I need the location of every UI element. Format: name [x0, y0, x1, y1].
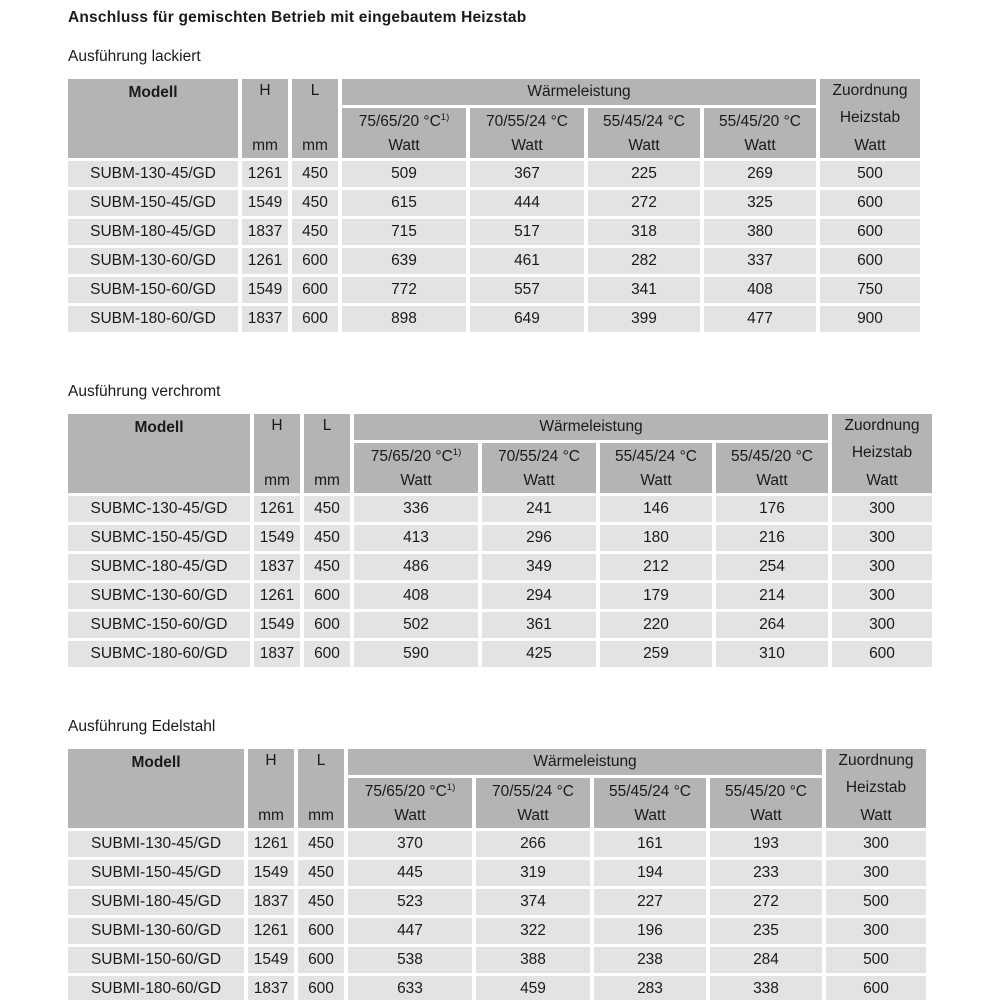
watt-cell: 557 — [470, 277, 588, 306]
watt-cell: 284 — [710, 947, 826, 976]
l-cell: 450 — [298, 860, 348, 889]
watt-cell: 370 — [348, 831, 476, 860]
watt-cell: 194 — [594, 860, 710, 889]
watt-cell: 639 — [342, 248, 470, 277]
col-header-l: L mm — [304, 414, 354, 496]
col-header-l: L mm — [298, 749, 348, 831]
watt-cell: 238 — [594, 947, 710, 976]
watt-cell: 477 — [704, 306, 820, 335]
h-cell: 1549 — [248, 860, 298, 889]
heizstab-cell: 500 — [826, 947, 930, 976]
watt-cell: 502 — [354, 612, 482, 641]
modell-cell: SUBM-180-60/GD — [68, 306, 242, 335]
modell-cell: SUBM-150-60/GD — [68, 277, 242, 306]
watt-cell: 341 — [588, 277, 704, 306]
table-row — [68, 976, 930, 1000]
col-header-55-45-24: 55/45/24 °C Watt — [594, 778, 710, 831]
watt-cell: 413 — [354, 525, 482, 554]
heizstab-cell: 600 — [832, 641, 936, 670]
h-cell: 1261 — [242, 248, 292, 277]
watt-cell: 225 — [588, 161, 704, 190]
heizstab-cell: 300 — [826, 860, 930, 889]
section-spacer — [68, 670, 1000, 718]
col-header-zuordnung: Zuordnung Heizstab Watt — [820, 79, 924, 161]
l-cell: 450 — [292, 161, 342, 190]
table-row — [68, 190, 924, 219]
l-cell: 600 — [292, 248, 342, 277]
col-header-75-65-20: 75/65/20 $^\circ C^{1)}$ Watt — [348, 778, 476, 831]
l-cell: 450 — [292, 219, 342, 248]
heizstab-cell: 300 — [832, 554, 936, 583]
watt-cell: 349 — [482, 554, 600, 583]
table-row — [68, 889, 930, 918]
table-row — [68, 161, 924, 190]
watt-cell: 294 — [482, 583, 600, 612]
heizstab-cell: 600 — [820, 219, 924, 248]
col-header-75-65-20: 75/65/20 $^\circ C^{1)}$ Watt — [354, 443, 482, 496]
heizstab-cell: 500 — [826, 889, 930, 918]
modell-cell: SUBM-130-60/GD — [68, 248, 242, 277]
watt-cell: 408 — [354, 583, 482, 612]
col-header-modell: Modell — [68, 414, 254, 496]
heizstab-cell: 500 — [820, 161, 924, 190]
watt-cell: 715 — [342, 219, 470, 248]
watt-cell: 282 — [588, 248, 704, 277]
table-row — [68, 918, 930, 947]
modell-cell: SUBMI-180-45/GD — [68, 889, 248, 918]
modell-cell: SUBMI-130-45/GD — [68, 831, 248, 860]
page-title: Anschluss für gemischten Betrieb mit eingebautem Heizstab — [68, 9, 527, 26]
section-edelstahl — [68, 718, 1000, 1000]
watt-cell: 388 — [476, 947, 594, 976]
col-header-75-65-20: 75/65/20 $^\circ C^{1)}$ Watt — [342, 108, 470, 161]
col-header-h: H mm — [248, 749, 298, 831]
col-header-l: L mm — [292, 79, 342, 161]
h-cell: 1837 — [248, 889, 298, 918]
modell-cell: SUBM-130-45/GD — [68, 161, 242, 190]
watt-cell: 336 — [354, 496, 482, 525]
heizstab-cell: 750 — [820, 277, 924, 306]
l-cell: 600 — [298, 918, 348, 947]
watt-cell: 296 — [482, 525, 600, 554]
table-row — [68, 277, 924, 306]
modell-cell: SUBMC-180-60/GD — [68, 641, 254, 670]
h-cell: 1261 — [248, 831, 298, 860]
header-row-top — [68, 414, 936, 443]
l-cell: 600 — [298, 976, 348, 1000]
table-row — [68, 219, 924, 248]
h-cell: 1837 — [248, 976, 298, 1000]
modell-cell: SUBMC-180-45/GD — [68, 554, 254, 583]
col-header-55-45-24: 55/45/24 °C Watt — [600, 443, 716, 496]
h-cell: 1549 — [242, 190, 292, 219]
watt-cell: 254 — [716, 554, 832, 583]
watt-cell: 272 — [710, 889, 826, 918]
h-cell: 1549 — [242, 277, 292, 306]
watt-cell: 176 — [716, 496, 832, 525]
l-cell: 600 — [304, 641, 354, 670]
heizstab-cell: 900 — [820, 306, 924, 335]
table-edelstahl — [68, 749, 930, 1000]
watt-cell: 461 — [470, 248, 588, 277]
table-row — [68, 831, 930, 860]
watt-cell: 283 — [594, 976, 710, 1000]
h-cell: 1549 — [254, 525, 304, 554]
watt-cell: 161 — [594, 831, 710, 860]
heizstab-cell: 600 — [820, 190, 924, 219]
watt-cell: 259 — [600, 641, 716, 670]
modell-cell: SUBMC-150-60/GD — [68, 612, 254, 641]
heizstab-cell: 600 — [820, 248, 924, 277]
watt-cell: 338 — [710, 976, 826, 1000]
watt-cell: 425 — [482, 641, 600, 670]
watt-cell: 319 — [476, 860, 594, 889]
h-cell: 1837 — [254, 554, 304, 583]
watt-cell: 517 — [470, 219, 588, 248]
section-label-edelstahl: Ausführung Edelstahl — [68, 718, 216, 735]
watt-cell: 615 — [342, 190, 470, 219]
heizstab-cell: 300 — [832, 496, 936, 525]
watt-cell: 649 — [470, 306, 588, 335]
table-row — [68, 947, 930, 976]
heizstab-cell: 300 — [832, 612, 936, 641]
l-cell: 450 — [298, 889, 348, 918]
col-header-70-55-24: 70/55/24 °C Watt — [476, 778, 594, 831]
col-header-zuordnung: Zuordnung Heizstab Watt — [826, 749, 930, 831]
h-cell: 1837 — [254, 641, 304, 670]
col-header-70-55-24: 70/55/24 °C Watt — [470, 108, 588, 161]
col-header-h: H mm — [242, 79, 292, 161]
watt-cell: 212 — [600, 554, 716, 583]
watt-cell: 447 — [348, 918, 476, 947]
table-row — [68, 860, 930, 889]
watt-cell: 241 — [482, 496, 600, 525]
modell-cell: SUBMC-130-60/GD — [68, 583, 254, 612]
modell-cell: SUBMI-180-60/GD — [68, 976, 248, 1000]
watt-cell: 269 — [704, 161, 820, 190]
watt-cell: 220 — [600, 612, 716, 641]
watt-cell: 408 — [704, 277, 820, 306]
col-header-modell: Modell — [68, 749, 248, 831]
l-cell: 450 — [304, 554, 354, 583]
watt-cell: 486 — [354, 554, 482, 583]
heizstab-cell: 300 — [826, 918, 930, 947]
footnote-marker: 1) — [440, 111, 450, 123]
modell-cell: SUBMC-150-45/GD — [68, 525, 254, 554]
watt-cell: 399 — [588, 306, 704, 335]
watt-cell: 325 — [704, 190, 820, 219]
watt-cell: 318 — [588, 219, 704, 248]
modell-cell: SUBM-180-45/GD — [68, 219, 242, 248]
section-label-lackiert: Ausführung lackiert — [68, 48, 201, 65]
watt-cell: 509 — [342, 161, 470, 190]
watt-cell: 772 — [342, 277, 470, 306]
table-row — [68, 641, 936, 670]
l-cell: 450 — [298, 831, 348, 860]
col-header-55-45-20: 55/45/20 °C Watt — [704, 108, 820, 161]
col-group-waermeleistung: Wärmeleistung — [354, 414, 832, 443]
watt-cell: 445 — [348, 860, 476, 889]
table-row — [68, 248, 924, 277]
l-cell: 600 — [292, 277, 342, 306]
h-cell: 1261 — [242, 161, 292, 190]
l-cell: 450 — [304, 496, 354, 525]
col-header-55-45-20: 55/45/20 °C Watt — [710, 778, 826, 831]
modell-cell: SUBM-150-45/GD — [68, 190, 242, 219]
watt-cell: 322 — [476, 918, 594, 947]
h-cell: 1261 — [248, 918, 298, 947]
watt-cell: 179 — [600, 583, 716, 612]
l-cell: 450 — [292, 190, 342, 219]
watt-cell: 380 — [704, 219, 820, 248]
col-header-55-45-20: 55/45/20 °C Watt — [716, 443, 832, 496]
footnote-marker: 1) — [446, 781, 456, 793]
h-cell: 1837 — [242, 219, 292, 248]
h-cell: 1261 — [254, 583, 304, 612]
table-verchromt — [68, 414, 936, 670]
h-cell: 1261 — [254, 496, 304, 525]
watt-cell: 310 — [716, 641, 832, 670]
watt-cell: 367 — [470, 161, 588, 190]
watt-cell: 216 — [716, 525, 832, 554]
col-header-70-55-24: 70/55/24 °C Watt — [482, 443, 600, 496]
heizstab-cell: 600 — [826, 976, 930, 1000]
watt-cell: 337 — [704, 248, 820, 277]
watt-cell: 233 — [710, 860, 826, 889]
modell-cell: SUBMC-130-45/GD — [68, 496, 254, 525]
watt-cell: 272 — [588, 190, 704, 219]
table-row — [68, 496, 936, 525]
table-row — [68, 306, 924, 335]
watt-cell: 374 — [476, 889, 594, 918]
col-group-waermeleistung: Wärmeleistung — [348, 749, 826, 778]
l-cell: 600 — [298, 947, 348, 976]
footnote-marker: 1) — [452, 446, 462, 458]
h-cell: 1837 — [242, 306, 292, 335]
table-row — [68, 554, 936, 583]
l-cell: 600 — [304, 583, 354, 612]
watt-cell: 538 — [348, 947, 476, 976]
watt-cell: 196 — [594, 918, 710, 947]
watt-cell: 633 — [348, 976, 476, 1000]
watt-cell: 214 — [716, 583, 832, 612]
heizstab-cell: 300 — [832, 583, 936, 612]
watt-cell: 444 — [470, 190, 588, 219]
section-lackiert — [68, 48, 1000, 335]
l-cell: 600 — [304, 612, 354, 641]
watt-cell: 227 — [594, 889, 710, 918]
modell-cell: SUBMI-150-45/GD — [68, 860, 248, 889]
watt-cell: 180 — [600, 525, 716, 554]
section-verchromt — [68, 383, 1000, 670]
l-cell: 450 — [304, 525, 354, 554]
heizstab-cell: 300 — [826, 831, 930, 860]
table-row — [68, 583, 936, 612]
col-header-55-45-24: 55/45/24 °C Watt — [588, 108, 704, 161]
table-row — [68, 612, 936, 641]
header-row-top — [68, 79, 924, 108]
section-label-verchromt: Ausführung verchromt — [68, 383, 221, 400]
watt-cell: 235 — [710, 918, 826, 947]
heizstab-cell: 300 — [832, 525, 936, 554]
col-header-h: H mm — [254, 414, 304, 496]
h-cell: 1549 — [248, 947, 298, 976]
watt-cell: 266 — [476, 831, 594, 860]
l-cell: 600 — [292, 306, 342, 335]
watt-cell: 264 — [716, 612, 832, 641]
watt-cell: 523 — [348, 889, 476, 918]
watt-cell: 361 — [482, 612, 600, 641]
col-header-modell: Modell — [68, 79, 242, 161]
col-group-waermeleistung: Wärmeleistung — [342, 79, 820, 108]
table-lackiert — [68, 79, 924, 335]
watt-cell: 898 — [342, 306, 470, 335]
watt-cell: 146 — [600, 496, 716, 525]
header-row-top — [68, 749, 930, 778]
modell-cell: SUBMI-130-60/GD — [68, 918, 248, 947]
table-row — [68, 525, 936, 554]
section-spacer — [68, 335, 1000, 383]
h-cell: 1549 — [254, 612, 304, 641]
col-header-zuordnung: Zuordnung Heizstab Watt — [832, 414, 936, 496]
watt-cell: 590 — [354, 641, 482, 670]
watt-cell: 193 — [710, 831, 826, 860]
modell-cell: SUBMI-150-60/GD — [68, 947, 248, 976]
watt-cell: 459 — [476, 976, 594, 1000]
